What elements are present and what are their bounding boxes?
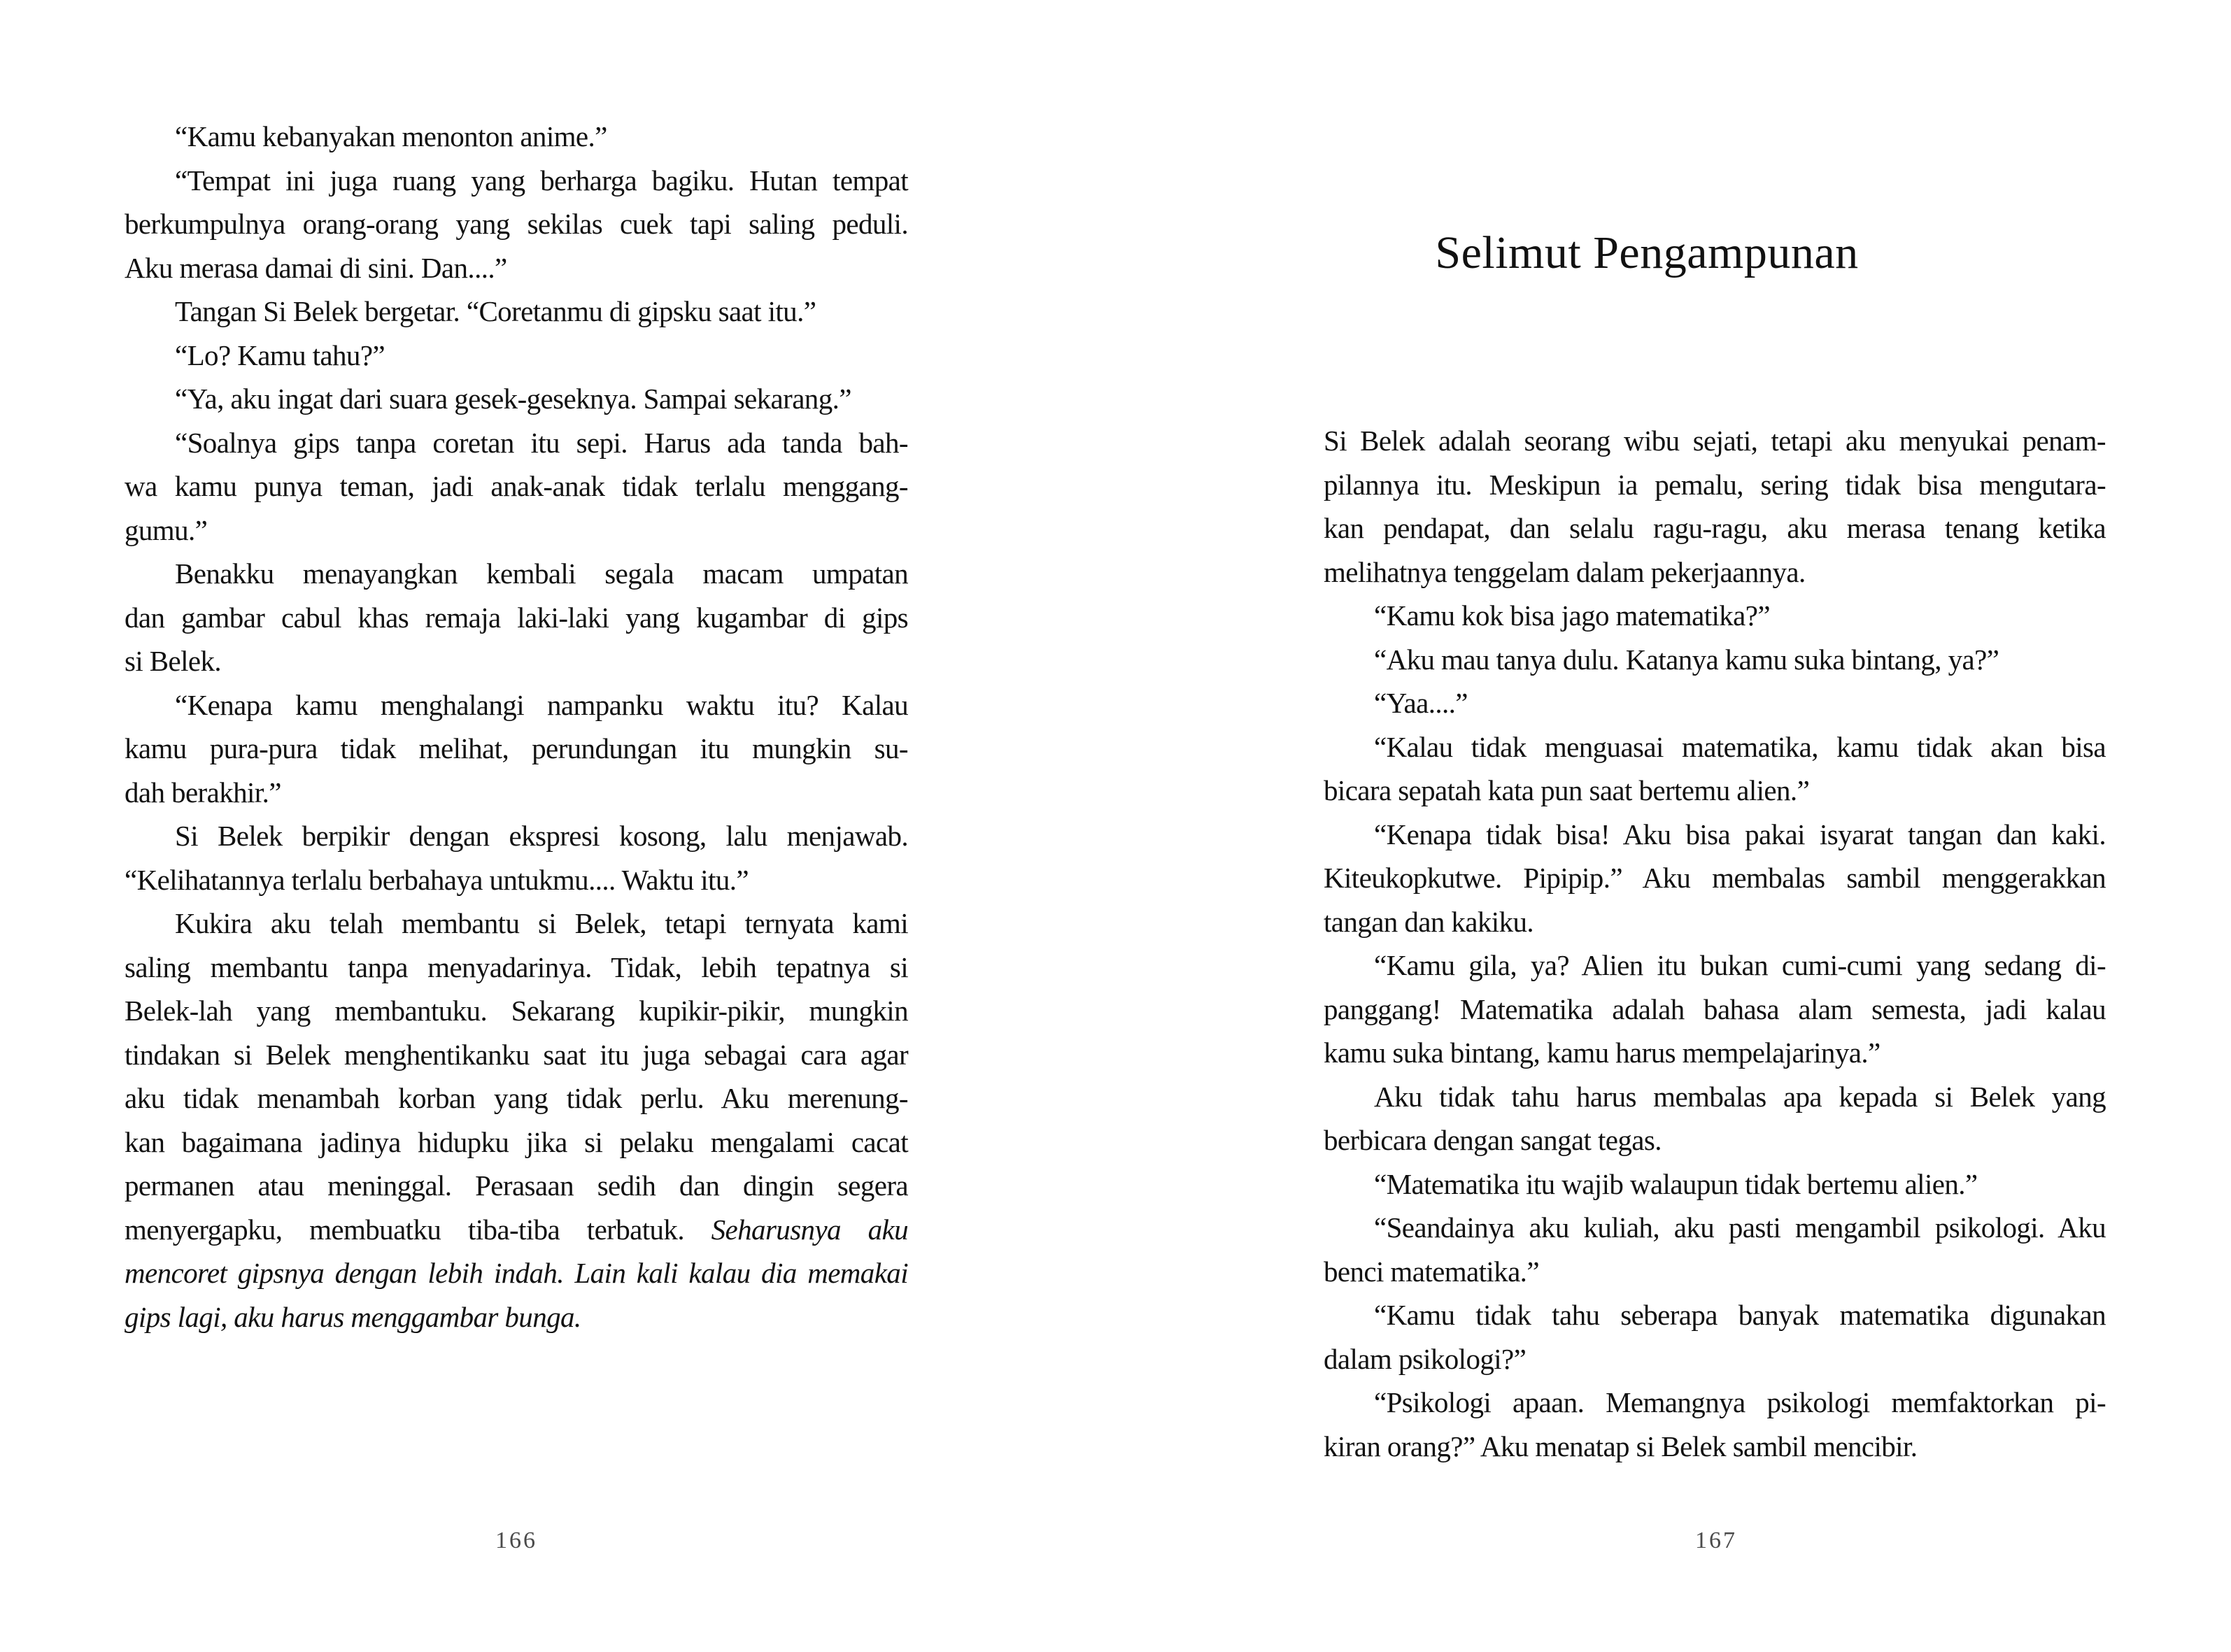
text-line: berbicara dengan sangat tegas. [1324,1124,1662,1156]
text-line: Belek-lah yang membantuku. Sekarang kupikir-pikir, mungkin [125,995,908,1027]
text-line: “Ya, aku ingat dari suara gesek-geseknya. Sampai sekarang.” [175,383,851,415]
left-page [0,0,1115,1652]
text-line: “Kamu kok bisa jago matematika?” [1374,599,1770,632]
text-line: aku tidak menambah korban yang tidak perlu. Aku merenung- [125,1082,908,1114]
text-line: “Matematika itu wajib walaupun tidak bertemu alien.” [1374,1167,1978,1200]
text-line: “Kamu kebanyakan menonton anime.” [175,120,607,152]
page-number: 166 [495,1528,537,1553]
text-line: “Kalau tidak menguasai matematika, kamu tidak akan bisa [1374,730,2106,763]
text-line: “Aku mau tanya dulu. Katanya kamu suka bintang, ya?” [1374,643,1999,676]
text-line: Aku merasa damai di sini. Dan....” [125,251,507,284]
text-line: “Kelihatannya terlalu berbahaya untukmu.... Waktu itu.” [125,863,749,896]
page-number: 167 [1695,1528,1737,1553]
left-page-body [125,115,908,1339]
text-line: “Soalnya gips tanpa coretan itu sepi. Harus ada tanda bah- [175,426,908,459]
text-line: tangan dan kakiku. [1324,905,1534,938]
text-line: kan pendapat, dan selalu ragu-ragu, aku merasa tenang ketika [1324,512,2106,544]
chapter-title: Selimut Pengampunan [1435,227,1859,279]
text-line: panggang! Matematika adalah bahasa alam semesta, jadi kalau [1324,992,2106,1025]
text-line: Kiteukopkutwe. Pipipip.” Aku membalas sambil menggerakkan [1324,862,2106,894]
text-line: “Seandainya aku kuliah, aku pasti mengambil psikologi. Aku [1374,1211,2106,1244]
text-line: Benakku menayangkan kembali segala macam umpatan [175,557,908,590]
text-line: permanen atau meninggal. Perasaan sedih dan dingin segera [125,1169,908,1202]
text-line: kiran orang?” Aku menatap si Belek sambil mencibir. [1324,1430,1918,1462]
text-italic: Seharusnya aku [711,1213,908,1246]
text-roman: menyergapku, membuatku tiba-tiba terbatuk. [125,1213,684,1246]
right-page [1115,0,2231,1652]
text-line: dah berakhir.” [125,776,281,809]
text-line: tindakan si Belek menghentikanku saat itu juga sebagai cara agar [125,1038,908,1071]
text-line-italic: mencoret gipsnya dengan lebih indah. Lain kali kalau dia memakai [125,1257,908,1289]
text-line: “Kamu gila, ya? Alien itu bukan cumi-cumi yang sedang di- [1374,949,2106,981]
text-line: Si Belek berpikir dengan ekspresi kosong, lalu menjawab. [175,820,908,852]
text-line: dan gambar cabul khas remaja laki-laki yang kugambar di gips [125,601,908,634]
text-line: “Kamu tidak tahu seberapa banyak matematika digunakan [1374,1299,2106,1331]
text-line: si Belek. [125,645,222,677]
text-line: “Lo? Kamu tahu?” [175,339,385,371]
text-line: bicara sepatah kata pun saat bertemu alien.” [1324,774,1810,806]
text-line: kamu suka bintang, kamu harus mempelajarinya.” [1324,1037,1881,1069]
text-line: pilannya itu. Meskipun ia pemalu, sering tidak bisa mengutara- [1324,468,2106,501]
text-line: kamu pura-pura tidak melihat, perundungan itu mungkin su- [125,732,908,764]
text-line: Tangan Si Belek bergetar. “Coretanmu di gipsku saat itu.” [175,295,816,327]
text-line: wa kamu punya teman, jadi anak-anak tidak terlalu menggang- [125,470,908,502]
text-line: Kukira aku telah membantu si Belek, tetapi ternyata kami [175,907,908,939]
text-line: “Kenapa tidak bisa! Aku bisa pakai isyarat tangan dan kaki. [1374,818,2106,850]
text-line: berkumpulnya orang-orang yang sekilas cuek tapi saling peduli. [125,208,908,240]
text-line: “Tempat ini juga ruang yang berharga bagiku. Hutan tempat [175,164,908,197]
text-line-italic: gips lagi, aku harus menggambar bunga. [125,1300,581,1333]
text-line: Aku tidak tahu harus membalas apa kepada si Belek yang [1374,1080,2106,1113]
text-line-mixed [125,1208,908,1252]
text-line: saling membantu tanpa menyadarinya. Tidak, lebih tepatnya si [125,950,908,983]
text-line: kan bagaimana jadinya hidupku jika si pelaku mengalami cacat [125,1125,908,1158]
text-line: benci matematika.” [1324,1255,1539,1288]
text-line: “Kenapa kamu menghalangi nampanku waktu itu? Kalau [175,688,908,721]
text-line: “Yaa....” [1374,687,1468,719]
right-page-body [1324,419,2106,1468]
text-line: dalam psikologi?” [1324,1342,1527,1375]
text-line: gumu.” [125,513,208,546]
text-line: “Psikologi apaan. Memangnya psikologi memfaktorkan pi- [1374,1386,2106,1418]
text-line: melihatnya tenggelam dalam pekerjaannya. [1324,555,1806,588]
text-line: Si Belek adalah seorang wibu sejati, tetapi aku menyukai penam- [1324,425,2106,457]
